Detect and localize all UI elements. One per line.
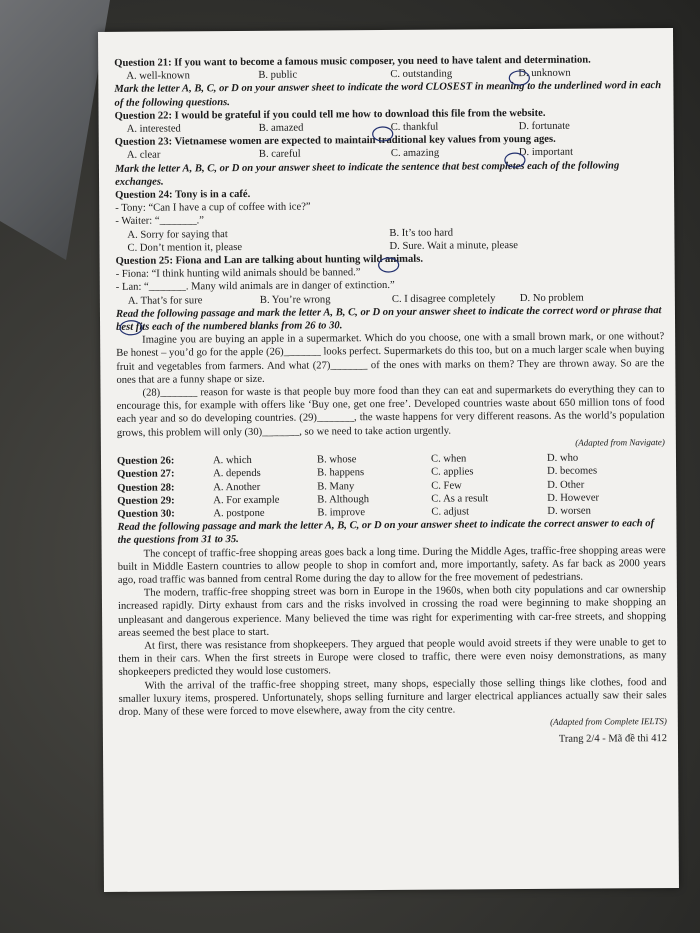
question-number: Question 30: [117,508,175,520]
question-24-options [115,225,663,255]
option-d: D. Sure. Wait a minute, please [389,239,518,252]
question-23-stem: Question 23: Vietnamese women are expected to maintain traditional key values from young ages. [114,134,556,149]
question-number: Question 29: [117,495,175,507]
option-c: C. I disagree completely [391,292,496,305]
option-c: C. when [430,453,467,465]
option-b: B. improve [317,507,366,519]
option-b: B. You’re wrong [259,294,331,306]
instruction-closest: Mark the letter A, B, C, or D on your answer sheet to indicate the word CLOSEST in meaning to the underlined word in each of the following questions. [114,80,662,109]
option-b: B. Many [317,480,355,492]
passage-1 [116,330,665,453]
option-c: C. As a result [431,492,489,505]
option-c: C. Few [431,479,462,492]
question-24-stem: Question 24: Tony is in a café. [115,188,251,201]
option-c: C. outstanding [390,68,453,81]
blank-questions [117,451,665,521]
option-a: A. clear [126,149,161,162]
passage-1-paragraph: (28)_______ reason for waste is that people buy more food than they can eat and supermarkets do everything they can to encourage this, for example with offers like ‘Buy one, get one free’. Developed countries waste about 650 million tons of food each year and so do developing countries. (29)_______, the waste happens for very different reasons. As the world’s population grows, this problem will only (30)_______, so we need to take action urgently. [116,384,665,439]
option-d: D. who [546,452,579,464]
option-a: A. which [212,455,252,467]
question-24-line-2: - Waiter: “_______.” [115,215,205,228]
option-c: C. Don’t mention it, please [127,241,243,254]
option-c: C. applies [431,466,474,478]
passage-2-paragraph: The concept of traffic-free shopping areas goes back a long time. During the Middle Ages, traffic-free shopping areas were built in Middle Eastern countries to allow people to shop in comfort and, more importantly, safety. As far back as 2000 years ago, road traffic was banned from central Rome during the day to allow for the free movement of pedestrians. [117,544,666,586]
option-b: B. careful [258,149,301,161]
question-21-stem: Question 21: If you want to become a famous music composer, you need to have talent and determination. [114,54,591,69]
question-25 [116,251,664,308]
passage-2-source: (Adapted from Complete IELTS) [550,716,667,728]
passage-1-paragraph: Imagine you are buying an apple in a supermarket. Which do you choose, one with a small brown mark, or one without? Be honest – you’d go for the apple (26)_______ looks perfect. Supermarkets do this too, but on a much larger scale when buying fruit and vegetables from farmers. And what (27)_______ of the ones with marks on them? They are thrown away. So are the ones that are a funny shape or size. [116,331,665,386]
question-23 [115,132,663,162]
option-d: D. worsen [547,505,591,517]
option-a: A. For example [213,494,280,506]
question-22-stem: Question 22: I would be grateful if you could tell me how to download this file from the website. [114,107,546,122]
passage-2-paragraph: The modern, traffic-free shopping street was born in Europe in the 1960s, when both city populations and car ownership increased rapidly. Dirty exhaust from cars and the risks involved in crossing the road were beginning to make shopping an unpleasant and dangerous experience. Many believed the time was right for experimenting with car-free streets, and shopping areas seemed the best place to start. [117,584,667,639]
option-a: A. Sorry for saying that [127,228,228,241]
option-a: A. That’s for sure [127,294,203,307]
option-b: B. amazed [258,122,304,134]
option-b: B. Although [317,493,370,506]
question-number: Question 28: [117,481,175,494]
question-number: Question 27: [117,468,175,481]
option-d: D. However [547,492,600,504]
option-d: D. unknown [518,67,571,80]
option-d: D. fortunate [518,120,570,133]
exam-page [98,28,679,892]
option-a: A. Another [213,481,261,493]
page-content [114,53,667,749]
question-25-stem: Question 25: Fiona and Lan are talking about hunting wild animals. [115,253,424,267]
instruction-passage-1: Read the following passage and mark the letter A, B, C, or D on your answer sheet to indicate the correct word or phrase that best fits each of the numbered blanks from 26 to 30. [115,304,662,333]
instruction-exchange: Mark the letter A, B, C, or D on your answer sheet to indicate the sentence that best completes each of the following exchanges. [114,159,620,188]
passage-1-source: (Adapted from Navigate) [575,436,665,448]
instruction-passage-2: Read the following passage and mark the letter A, B, C, or D on your answer sheet to indicate the correct answer to each of the questions from 31 to 35. [117,518,655,547]
passage-2-paragraph: At first, there was resistance from shopkeepers. They argued that people would avoid streets if they were unable to get to them in their cars. When the first streets in Europe were closed to traffic, there were even noisy demonstrations, as many shopkeepers predicted they would lose customers. [118,636,667,679]
option-c: C. thankful [390,121,439,133]
option-d: D. important [518,147,574,159]
question-21 [114,53,662,83]
option-a: A. well-known [126,70,190,83]
option-b: B. It’s too hard [389,227,454,239]
question-25-line-1: - Fiona: “I think hunting wild animals should be banned.” [115,267,361,281]
question-22 [115,106,663,136]
option-b: B. whose [316,454,357,466]
option-c: C. amazing [390,148,440,160]
passage-2 [118,544,667,733]
question-24 [115,185,663,255]
option-b: B. happens [317,467,365,479]
option-d: D. becomes [547,465,598,478]
page-footer: Trang 2/4 - Mã đề thi 412 [558,733,667,746]
option-a: A. depends [213,468,261,480]
passage-2-paragraph: With the arrival of the traffic-free shopping street, many shops, especially those selling things like clothes, food and smaller luxury items, prospered. Unfortunately, shops selling furniture and larger electrical appliances actually saw their sales drop. Many of these were forced to move elsewhere, away from the city centre. [118,676,667,718]
question-number: Question 26: [116,455,175,467]
question-25-line-2: - Lan: “_______. Many wild animals are in danger of extinction.” [115,280,395,294]
option-b: B. public [258,69,298,82]
option-a: A. interested [126,123,181,135]
question-24-line-1: - Tony: “Can I have a cup of coffee with ice?” [115,201,311,215]
option-d: D. No problem [519,292,584,304]
option-c: C. adjust [431,506,470,518]
option-a: A. postpone [213,507,265,520]
option-d: D. Other [547,479,585,491]
